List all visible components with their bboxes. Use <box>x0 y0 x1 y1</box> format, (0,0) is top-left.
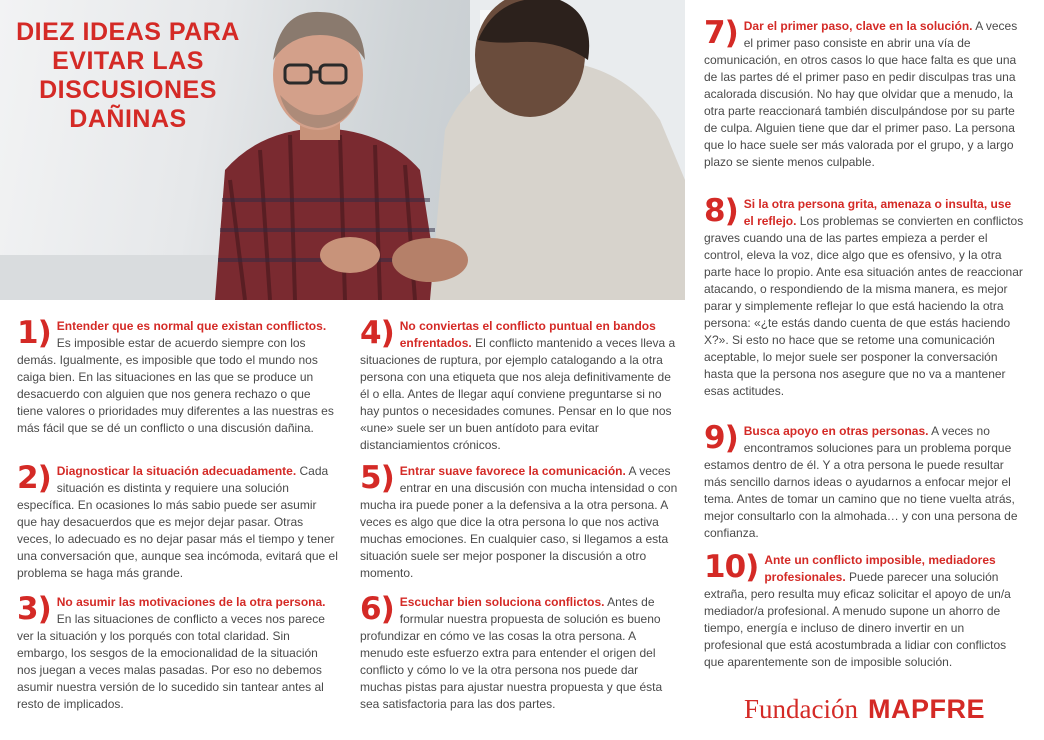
idea-10 <box>704 549 1024 671</box>
idea-heading: No conviertas el conflicto puntual en bandos enfrentados. <box>399 319 656 350</box>
idea-heading: Entender que es normal que existan conflictos. <box>56 319 327 333</box>
logo-fundacion-text: Fundación <box>744 694 858 724</box>
idea-1 <box>17 315 337 437</box>
idea-body: En las situaciones de conflicto a veces nos parece ver la situación y los porqués con total claridad. Sin embargo, los sesgos de la emocionalidad de la situación nos juegan a veces malas pasadas. Por eso no debemos asumir nuestra versión de lo sucedido sin tantear antes al resto de implicados. <box>17 612 325 711</box>
idea-number: 4) <box>360 315 394 351</box>
idea-body: A veces el primer paso consiste en abrir una vía de comunicación, en otros casos lo que hace falta es que una de las partes dé el primer paso en pedir disculpas tras una acalorada discusión. No hay que olvidar que a menudo, la otra parte reaccionará también disculpándose por su parte de culpa. Alguien tiene que dar el primer paso. La persona que lo hace suele ser más valorada por el grupo, y a largo plazo se siente menos culpable. <box>704 19 1018 169</box>
idea-number: 8) <box>704 193 738 229</box>
idea-5 <box>360 460 682 582</box>
header-photo <box>0 0 685 300</box>
idea-number: 3) <box>17 591 51 627</box>
idea-body: Los problemas se convierten en conflictos graves cuando una de las partes empieza a perder el control, eleva la voz, dice algo que es ofensivo, y la otra parte hace lo propio. Ante esa situación antes de reaccionar atacando, o respondiendo de la misma manera, es mejor parar y simplemente reflejar lo que está haciendo la otra persona: «¿te estás dando cuenta de que estás haciendo X?». Si esto no hace que se retome una comunicación aceptable, lo mejor suele ser posponer la conversación hasta que la persona nos asegure que no va a mantener esas actitudes. <box>704 214 1024 398</box>
idea-number: 1) <box>17 315 51 351</box>
idea-body: Puede parecer una solución extraña, pero resulta muy eficaz solicitar el apoyo de un/a mediador/a profesional. A menudo supone un ahorro de tiempo, energía e incluso de dinero invertir en un profesional que está acostumbrada a lidiar con conflictos que aparentemente son de imposible solución. <box>704 570 1011 669</box>
idea-9 <box>704 420 1024 542</box>
title-line-4: DAÑINAS <box>69 105 187 133</box>
idea-4 <box>360 315 682 454</box>
fundacion-mapfre-logo <box>744 694 1034 730</box>
idea-heading: Diagnosticar la situación adecuadamente. <box>56 464 297 478</box>
idea-body: A veces no encontramos soluciones para un problema porque estamos dentro de él. Y a otra persona le puede resultar más sencillo darnos ideas o ayudarnos a enfocar mejor el tema. Antes de tomar un camino que no tiene vuelta atrás, mejor consultarlo con la almohada… y con una persona de confianza. <box>704 424 1018 540</box>
idea-heading: Escuchar bien soluciona conflictos. <box>399 595 605 609</box>
idea-8 <box>704 193 1024 400</box>
idea-body: A veces entrar en una discusión con mucha intensidad o con mucha ira puede poner a la defensiva a la otra persona. A veces es algo que dice la otra persona lo que nos activa muchas emociones. En cualquier caso, si llegamos a esta situación suele ser mejor posponer la discusión a otro momento. <box>360 464 678 580</box>
idea-heading: Entrar suave favorece la comunicación. <box>399 464 626 478</box>
logo-mapfre-text: MAPFRE <box>868 694 985 724</box>
idea-number: 9) <box>704 420 738 456</box>
idea-body: Es imposible estar de acuerdo siempre con los demás. Igualmente, es imposible que todo el mundo nos caiga bien. En las situaciones en las que se produce un desacuerdo con alguien que nos genera rechazo o que tiene valores o prioridades muy diferentes a las nuestras es más fácil que se dé un conflicto o una discusión dañina. <box>17 336 334 435</box>
idea-heading: Dar el primer paso, clave en la solución. <box>743 19 973 33</box>
title-line-3: DISCUSIONES <box>39 76 217 104</box>
idea-heading: Si la otra persona grita, amenaza o insulta, use el reflejo. <box>743 197 1012 228</box>
idea-body: Antes de formular nuestra propuesta de solución es bueno profundizar en cómo ve las cosas la otra persona. A menudo este esfuerzo extra para entender el origen del conflicto y cómo lo ve la otra persona nos puede dar muchas pistas para ajustar nuestra propuesta y que ésta sea satisfactoria para las dos partes. <box>360 595 663 711</box>
title-line-2: EVITAR LAS <box>52 47 204 75</box>
idea-body: Cada situación es distinta y requiere una solución específica. En ocasiones lo más sabio puede ser asumir que hay desacuerdos que es mejor dejar pasar. Otras veces, lo adecuado es no dejar pasar más el tiempo y tener una conversación que, aunque sea incómoda, evitará que el problema se haga más grande. <box>17 464 338 580</box>
idea-heading: No asumir las motivaciones de la otra persona. <box>56 595 326 609</box>
page-title <box>0 18 256 134</box>
idea-number: 5) <box>360 460 394 496</box>
idea-6 <box>360 591 682 713</box>
idea-body: El conflicto mantenido a veces lleva a situaciones de ruptura, por ejemplo catalogando a la otra persona con una etiqueta que nos aleja definitivamente de él o ella. Antes de llegar aquí conviene preguntarse si no hay puntos o necesidades comunes. Pensar en lo que nos «une» suele ser un buen antídoto para evitar distanciamientos crónicos. <box>360 336 676 452</box>
idea-heading: Busca apoyo en otras personas. <box>743 424 929 438</box>
idea-number: 2) <box>17 460 51 496</box>
idea-number: 10) <box>704 549 759 585</box>
idea-number: 6) <box>360 591 394 627</box>
idea-heading: Ante un conflicto imposible, mediadores profesionales. <box>764 553 996 584</box>
title-line-1: DIEZ IDEAS PARA <box>16 18 240 46</box>
idea-number: 7) <box>704 15 738 51</box>
idea-7 <box>704 15 1024 171</box>
idea-2 <box>17 460 339 582</box>
idea-3 <box>17 591 339 713</box>
